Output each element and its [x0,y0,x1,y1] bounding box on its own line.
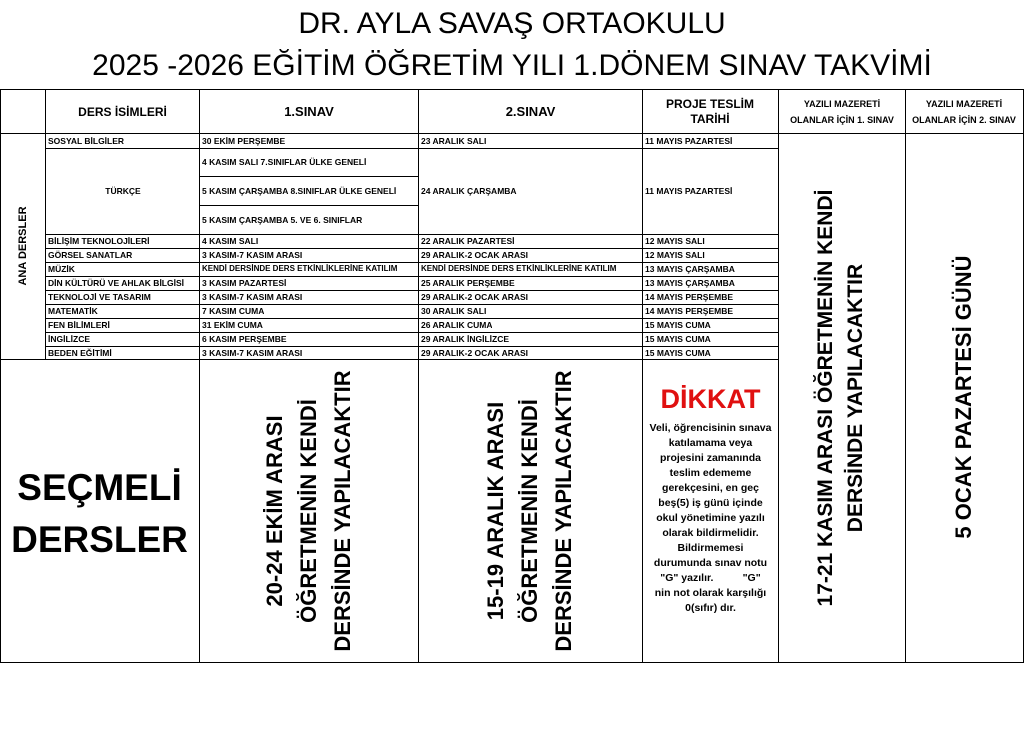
ders-name: MATEMATİK [48,306,98,316]
header-sinav-2: 2.SINAV [505,104,556,119]
sinav-2-date: 24 ARALIK ÇARŞAMBA [421,186,517,196]
mazeret-1-line-1: 17-21 KASIM ARASI ÖĞRETMENİN KENDİ [814,189,837,607]
dikkat-line: gerekçesini, en geç [662,482,759,494]
proje-date: 13 MAYIS ÇARŞAMBA [645,264,735,274]
secmeli-s2-line-3: DERSİNDE YAPILACAKTIR [551,370,576,652]
secmeli-s1-line-1: 20-24 EKİM ARASI [262,415,287,607]
sinav-1-date-8: 5 KASIM ÇARŞAMBA 8.SINIFLAR ÜLKE GENELİ [202,186,397,196]
dikkat-line: olarak bildirmelidir. [662,527,759,539]
dikkat-line: beş(5) iş günü içinde [658,497,763,509]
dikkat-line: "G" yazılır. "G" [660,572,761,584]
ders-name: SOSYAL BİLGİLER [48,136,125,146]
dikkat-line: 0(sıfır) dır. [685,602,736,614]
proje-date: 15 MAYIS CUMA [645,348,711,358]
secmeli-line-1: SEÇMELİ [17,467,182,508]
mazeret-1-line-2: DERSİNDE YAPILACAKTIR [844,263,867,533]
dikkat-line: projesini zamanında [660,452,761,464]
header-mazeret-1: YAZILI MAZERETİ OLANLAR İÇİN 1. SINAV [790,98,894,125]
sinav-1-date: 30 EKİM PERŞEMBE [202,136,286,146]
dikkat-line: Veli, öğrencisinin sınava [649,422,772,434]
dikkat-line: okul yönetimine yazılı [656,512,765,524]
secmeli-sinav-2-text [479,272,581,750]
proje-date: 15 MAYIS CUMA [645,334,711,344]
dikkat-line: durumunda sınav notu [653,557,768,569]
sinav-1-date: 3 KASIM-7 KASIM ARASI [202,292,303,302]
secmeli-s2-line-2: ÖĞRETMENİN KENDİ [517,399,542,623]
sinav-1-date: 3 KASIM-7 KASIM ARASI [202,250,303,260]
proje-date: 14 MAYIS PERŞEMBE [645,292,734,302]
sinav-2-date: 29 ARALIK İNGİLİZCE [421,334,509,344]
sinav-2-date: 29 ARALIK-2 OCAK ARASI [421,250,529,260]
dikkat-line: nin not olarak karşılığı [654,587,767,599]
proje-date: 11 MAYIS PAZARTESİ [645,186,733,196]
dikkat-body [643,421,778,616]
sinav-1-date: 31 EKİM CUMA [202,320,263,330]
proje-date: 15 MAYIS CUMA [645,320,711,330]
sinav-2-date: 30 ARALIK SALI [421,306,487,316]
proje-date: 14 MAYIS PERŞEMBE [645,306,734,316]
sinav-2-date: 29 ARALIK-2 OCAK ARASI [421,292,529,302]
dikkat-line: teslim edememe [669,467,752,479]
school-title: DR. AYLA SAVAŞ ORTAOKULU [298,7,726,40]
sinav-1-date-7: 4 KASIM SALI 7.SINIFLAR ÜLKE GENELİ [202,157,367,167]
sinav-1-date: KENDİ DERSİNDE DERS ETKİNLİKLERİNE KATILIM [202,264,398,273]
secmeli-s2-line-1: 15-19 ARALIK ARASI [483,401,508,621]
sinav-2-date: 23 ARALIK SALI [421,136,487,146]
sinav-1-date: 6 KASIM PERŞEMBE [202,334,287,344]
dikkat-line: Bildirmemesi [677,542,744,554]
ders-name: BEDEN EĞİTİMİ [48,348,112,358]
sinav-2-date: 25 ARALIK PERŞEMBE [421,278,515,288]
proje-date: 12 MAYIS SALI [645,236,705,246]
proje-date: 11 MAYIS PAZARTESİ [645,136,733,146]
calendar-title: 2025 -2026 EĞİTİM ÖĞRETİM YILI 1.DÖNEM SINAV TAKVİMİ [92,49,932,82]
ders-name: GÖRSEL SANATLAR [48,250,133,260]
sinav-2-date: 22 ARALIK PAZARTESİ [421,236,515,246]
secmeli-line-2: DERSLER [11,519,188,560]
mazeret-2-text: 5 OCAK PAZARTESİ GÜNÜ [951,255,976,539]
proje-date: 13 MAYIS ÇARŞAMBA [645,278,735,288]
ders-name: BİLİŞİM TEKNOLOJİLERİ [48,236,150,246]
secmeli-sinav-1-text [258,272,360,750]
ders-name: FEN BİLİMLERİ [48,320,110,330]
sinav-2-date: 29 ARALIK-2 OCAK ARASI [421,348,529,358]
ders-name: MÜZİK [48,264,75,274]
ders-name: TEKNOLOJİ VE TASARIM [48,292,151,302]
sinav-2-date: 26 ARALIK CUMA [421,320,493,330]
sinav-2-date: KENDİ DERSİNDE DERS ETKİNLİKLERİNE KATILIM [421,264,617,273]
header-sinav-1: 1.SINAV [284,104,334,119]
ders-name: DİN KÜLTÜRÜ VE AHLAK BİLGİSİ [48,278,184,288]
sinav-1-date: 3 KASIM PAZARTESİ [202,278,287,288]
ders-name: İNGİLİZCE [48,334,91,344]
secmeli-dersler-label [0,462,199,566]
header-ders-isimleri: DERS İSİMLERİ [78,104,167,119]
ders-name: TÜRKÇE [105,186,141,196]
dikkat-title: DİKKAT [660,384,761,414]
sinav-1-date-5-6: 5 KASIM ÇARŞAMBA 5. VE 6. SINIFLAR [202,215,363,225]
header-mazeret-2: YAZILI MAZERETİ OLANLAR İÇİN 2. SINAV [912,98,1016,125]
proje-date: 12 MAYIS SALI [645,250,705,260]
sinav-1-date: 7 KASIM CUMA [202,306,265,316]
sinav-1-date: 4 KASIM SALI [202,236,259,246]
ana-dersler-label: ANA DERSLER [17,206,29,286]
mazeret-1-text [811,156,871,640]
secmeli-s1-line-2: ÖĞRETMENİN KENDİ [296,399,321,623]
dikkat-line: katılamama veya [668,437,753,449]
header-proje-teslim: PROJE TESLİM TARİHİ [665,96,754,126]
secmeli-s1-line-3: DERSİNDE YAPILACAKTIR [330,370,355,652]
sinav-1-date: 3 KASIM-7 KASIM ARASI [202,348,303,358]
